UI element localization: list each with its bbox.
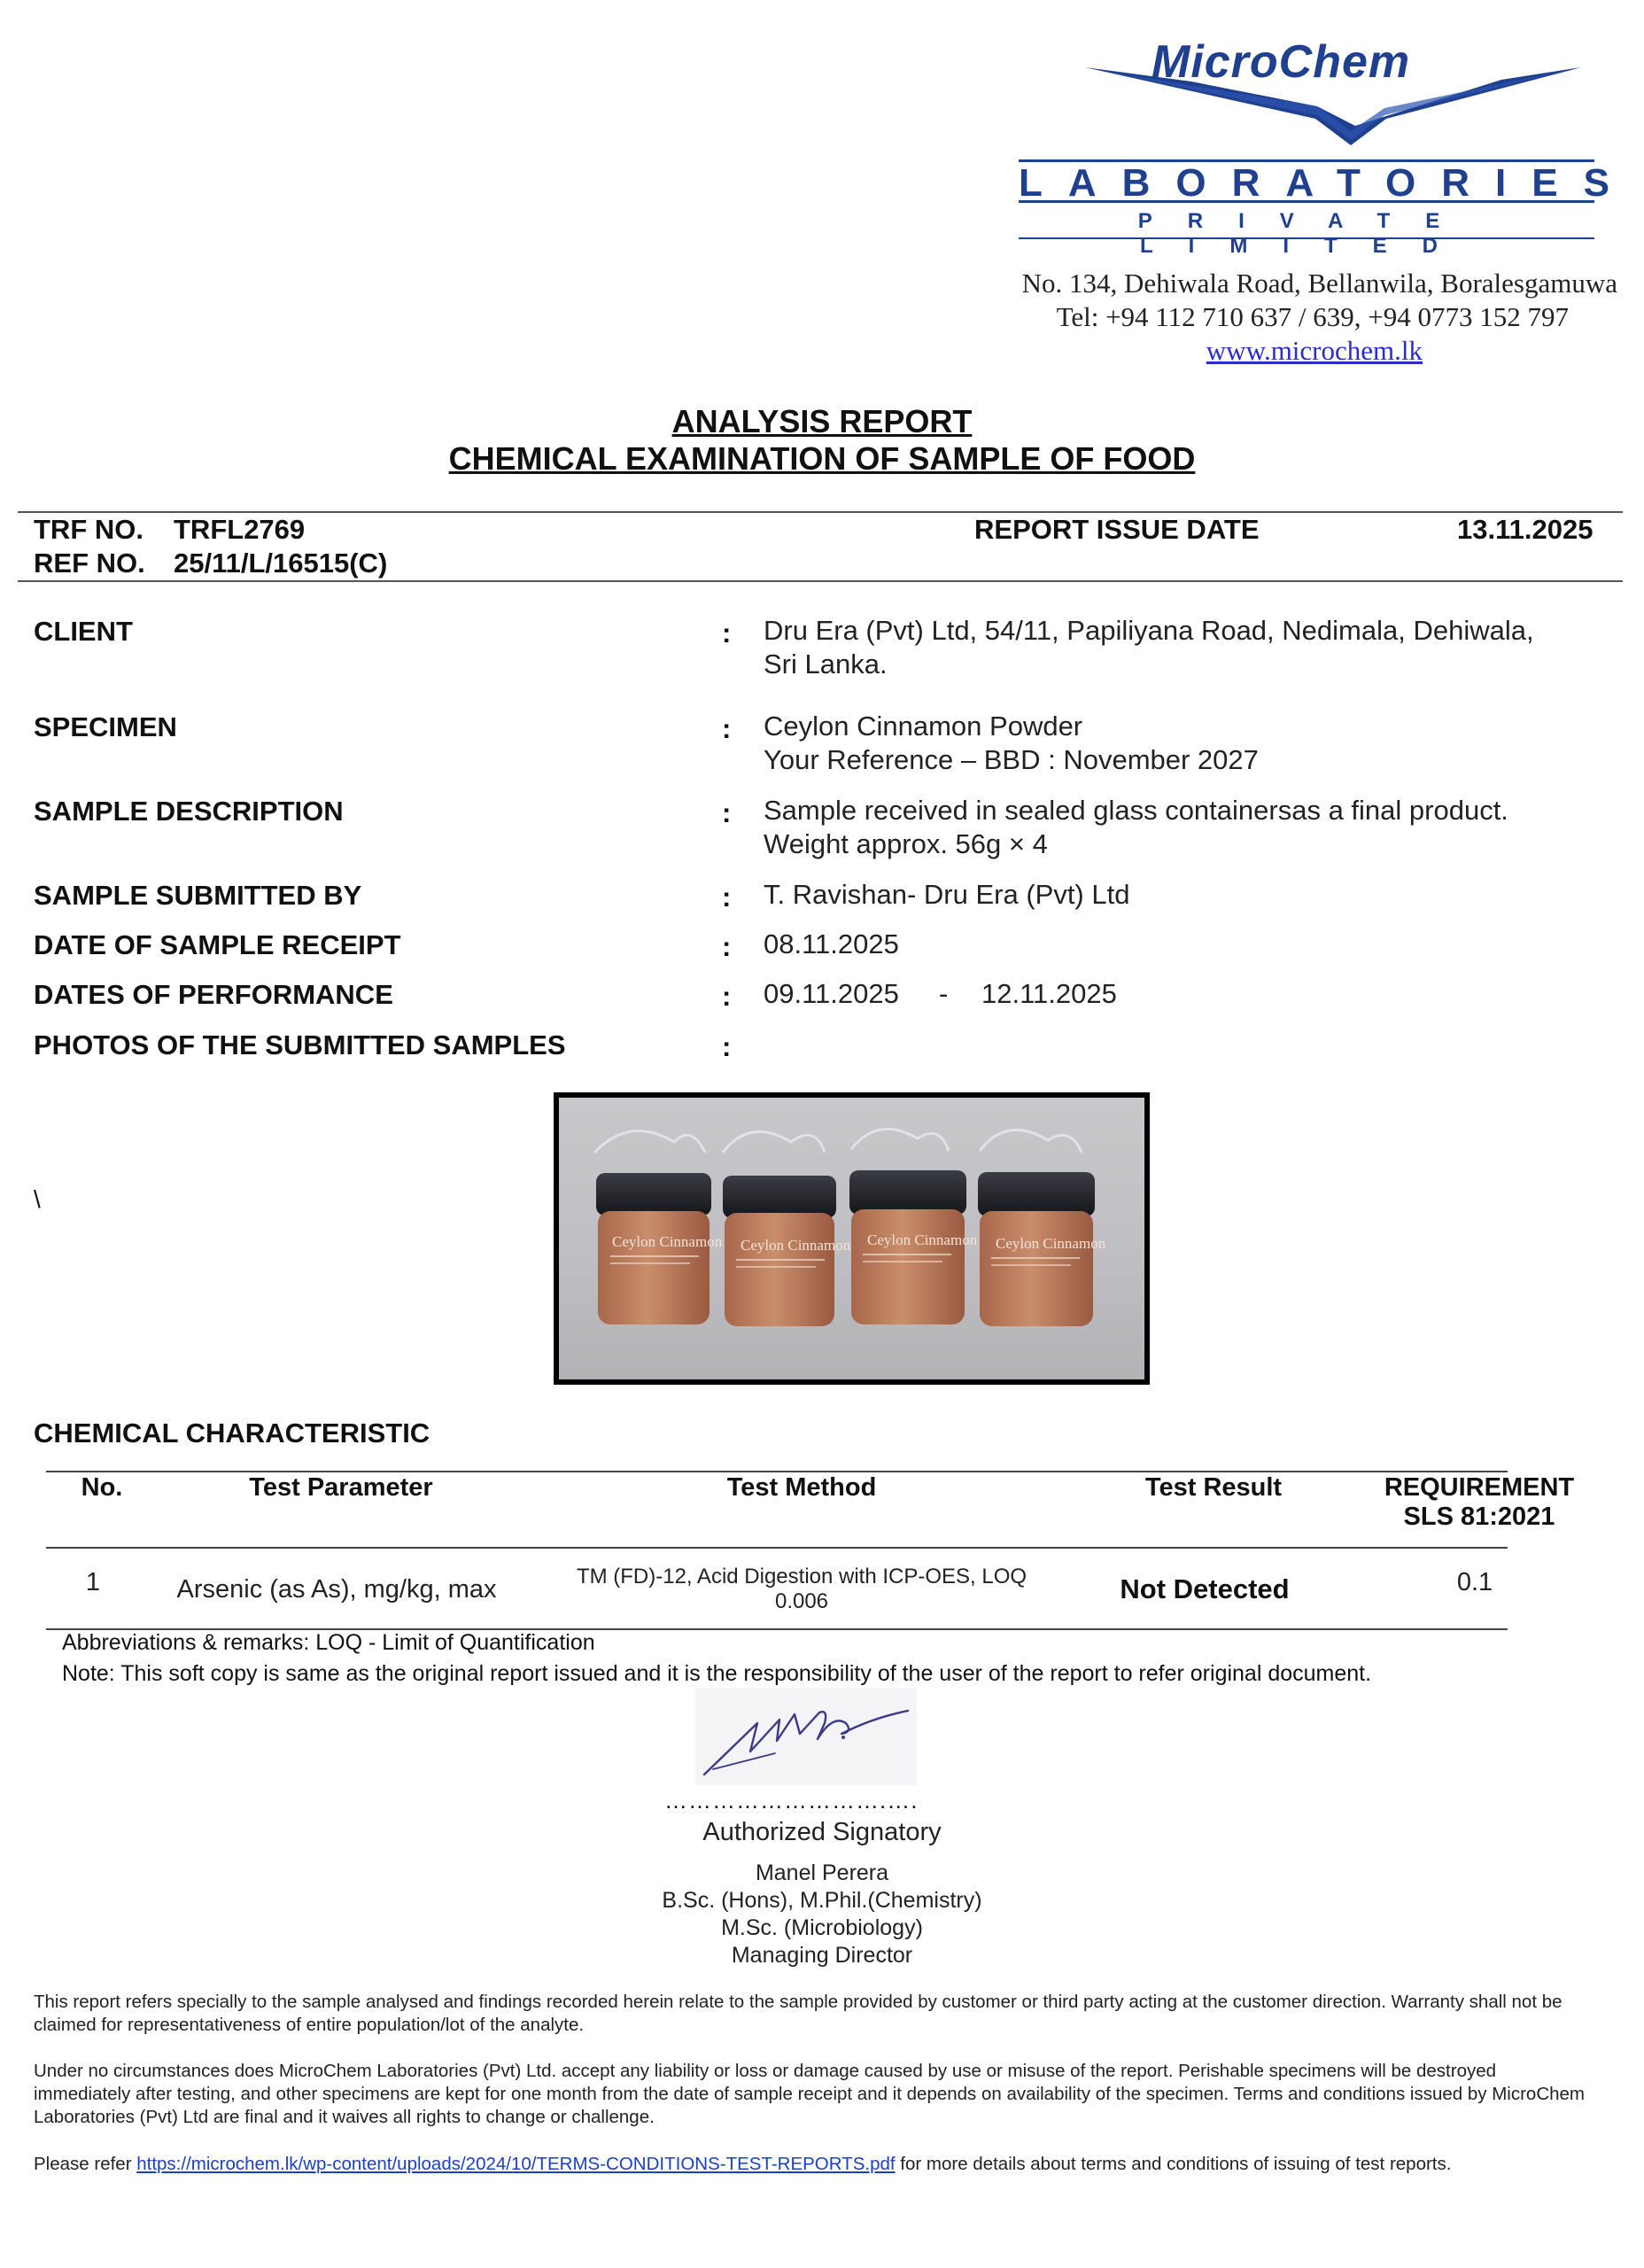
client-label: CLIENT (34, 616, 133, 647)
trf-value: TRFL2769 (174, 514, 306, 545)
cinnamon-jars-image (559, 1098, 1144, 1379)
performance-date-from: 09.11.2025 (764, 978, 899, 1009)
sample-description-label: SAMPLE DESCRIPTION (34, 796, 344, 827)
performance-dates-colon: : (722, 981, 732, 1012)
specimen-value (764, 710, 1259, 777)
col-result-header: Test Result (1144, 1473, 1283, 1502)
specimen-label: SPECIMEN (34, 711, 177, 742)
stray-mark: \ (34, 1185, 41, 1213)
performance-date-dash: - (939, 978, 949, 1009)
row-requirement: 0.1 (1456, 1568, 1493, 1596)
table-top-rule (46, 1471, 1508, 1472)
col-requirement-line1: REQUIREMENT (1384, 1473, 1575, 1502)
logo-private-limited: PRIVATE LIMITED (1137, 209, 1476, 258)
performance-dates-label: DATES OF PERFORMANCE (34, 979, 393, 1010)
col-parameter-header: Test Parameter (249, 1473, 433, 1502)
issue-date-value: 13.11.2025 (1457, 514, 1594, 545)
signatory-qualification-2: M.Sc. (Microbiology) (721, 1915, 923, 1940)
lab-telephone: Tel: +94 112 710 637 / 639, +94 0773 152 797 (1056, 301, 1569, 332)
terms-prefix: Please refer (34, 2154, 137, 2174)
sample-photo (554, 1092, 1150, 1385)
specimen-line1: Ceylon Cinnamon Powder (764, 711, 1083, 742)
lab-website-link[interactable]: www.microchem.lk (1206, 335, 1423, 366)
table-header-rule (46, 1547, 1508, 1549)
specimen-colon: : (722, 713, 732, 744)
ref-label: REF NO. (34, 548, 145, 579)
soft-copy-note: Note: This soft copy is same as the original report issued and it is the responsibility of the user of the report to refer original document. (62, 1661, 1372, 1686)
photos-colon: : (722, 1031, 732, 1062)
client-line2: Sri Lanka. (764, 649, 888, 680)
trf-label: TRF NO. (34, 514, 143, 545)
disclaimer-paragraph-3 (34, 2153, 1593, 2176)
report-title: ANALYSIS REPORT (671, 403, 973, 439)
jar-label-3: Ceylon Cinnamon (867, 1231, 978, 1248)
terms-link[interactable]: https://microchem.lk/wp-content/uploads/2024/10/TERMS-CONDITIONS-TEST-REPORTS.pdf (136, 2154, 896, 2174)
disclaimer-paragraph-1: This report refers specially to the sample analysed and findings recorded herein relate to the sample provided by customer or third party acting at the customer direction. Warranty shall not be claimed for representativeness of entire population/lot of the analyte. (34, 1992, 1563, 2035)
performance-date-to: 12.11.2025 (981, 978, 1117, 1009)
row-method-line2: 0.006 (774, 1589, 829, 1613)
jar-label-2: Ceylon Cinnamon (741, 1237, 851, 1254)
col-requirement-line2: SLS 81:2021 (1403, 1503, 1555, 1531)
submitted-by-value: T. Ravishan- Dru Era (Pvt) Ltd (764, 879, 1130, 910)
issue-date-label: REPORT ISSUE DATE (974, 514, 1260, 545)
logo-wordmark: MicroChem (1152, 36, 1411, 88)
signatory-qualification-1: B.Sc. (Hons), M.Phil.(Chemistry) (662, 1888, 982, 1913)
logo-laboratories: LABORATORIES (1019, 161, 1635, 205)
row-method-line1: TM (FD)-12, Acid Digestion with ICP-OES, LOQ (576, 1565, 1028, 1588)
header-bottom-rule (18, 580, 1623, 582)
specimen-line2: Your Reference – BBD : November 2027 (764, 744, 1259, 775)
signatory-name: Manel Perera (755, 1860, 889, 1885)
description-line2: Weight approx. 56g × 4 (764, 828, 1048, 859)
row-parameter: Arsenic (as As), mg/kg, max (176, 1575, 497, 1604)
row-method (531, 1565, 1072, 1614)
client-colon: : (722, 617, 732, 649)
row-no: 1 (85, 1568, 101, 1596)
client-line1: Dru Era (Pvt) Ltd, 54/11, Papiliyana Road, Nedimala, Dehiwala, (764, 615, 1534, 646)
handwritten-signature (695, 1688, 917, 1785)
jar-label-4: Ceylon Cinnamon (996, 1235, 1106, 1252)
header-top-rule (18, 511, 1623, 513)
chemical-heading: CHEMICAL CHARACTERISTIC (34, 1418, 430, 1449)
col-no-header: No. (81, 1473, 123, 1502)
receipt-date-colon: : (722, 931, 732, 962)
col-method-header: Test Method (726, 1473, 877, 1502)
receipt-date-value: 08.11.2025 (764, 928, 899, 959)
signatory-title: Authorized Signatory (702, 1818, 942, 1846)
sample-description-value (764, 794, 1508, 861)
lab-address: No. 134, Dehiwala Road, Bellanwila, Boralesgamuwa (1021, 268, 1617, 299)
ref-value: 25/11/L/16515(C) (174, 548, 388, 579)
col-requirement-header (1346, 1473, 1612, 1532)
row-result: Not Detected (1120, 1573, 1290, 1604)
terms-suffix: for more details about terms and conditions of issuing of test reports. (895, 2154, 1452, 2174)
photos-label: PHOTOS OF THE SUBMITTED SAMPLES (34, 1029, 566, 1060)
description-line1: Sample received in sealed glass containersas a final product. (764, 795, 1508, 826)
signature-dotted-line: ……………………….…. (664, 1787, 919, 1814)
signatory-role: Managing Director (731, 1943, 913, 1968)
disclaimer-paragraph-2: Under no circumstances does MicroChem Laboratories (Pvt) Ltd. accept any liability or loss or damage caused by use or misuse of the report. Perishable specimens will be destroyed immediately after testing, and other specimens are kept for one month from the date of sample receipt and it depends on availability of the specimen. Terms and conditions issued by MicroChem Laboratories (Pvt) Ltd are final and it waives all rights to change or challenge. (34, 2061, 1586, 2127)
receipt-date-label: DATE OF SAMPLE RECEIPT (34, 929, 401, 960)
sample-description-colon: : (722, 797, 732, 828)
report-subtitle: CHEMICAL EXAMINATION OF SAMPLE OF FOOD (448, 440, 1196, 477)
client-value (764, 614, 1534, 681)
abbreviations-remark: Abbreviations & remarks: LOQ - Limit of Quantification (62, 1630, 595, 1655)
submitted-by-label: SAMPLE SUBMITTED BY (34, 880, 362, 911)
jar-label-1: Ceylon Cinnamon (612, 1233, 723, 1250)
table-row (0, 1550, 1644, 1630)
submitted-by-colon: : (722, 882, 732, 913)
